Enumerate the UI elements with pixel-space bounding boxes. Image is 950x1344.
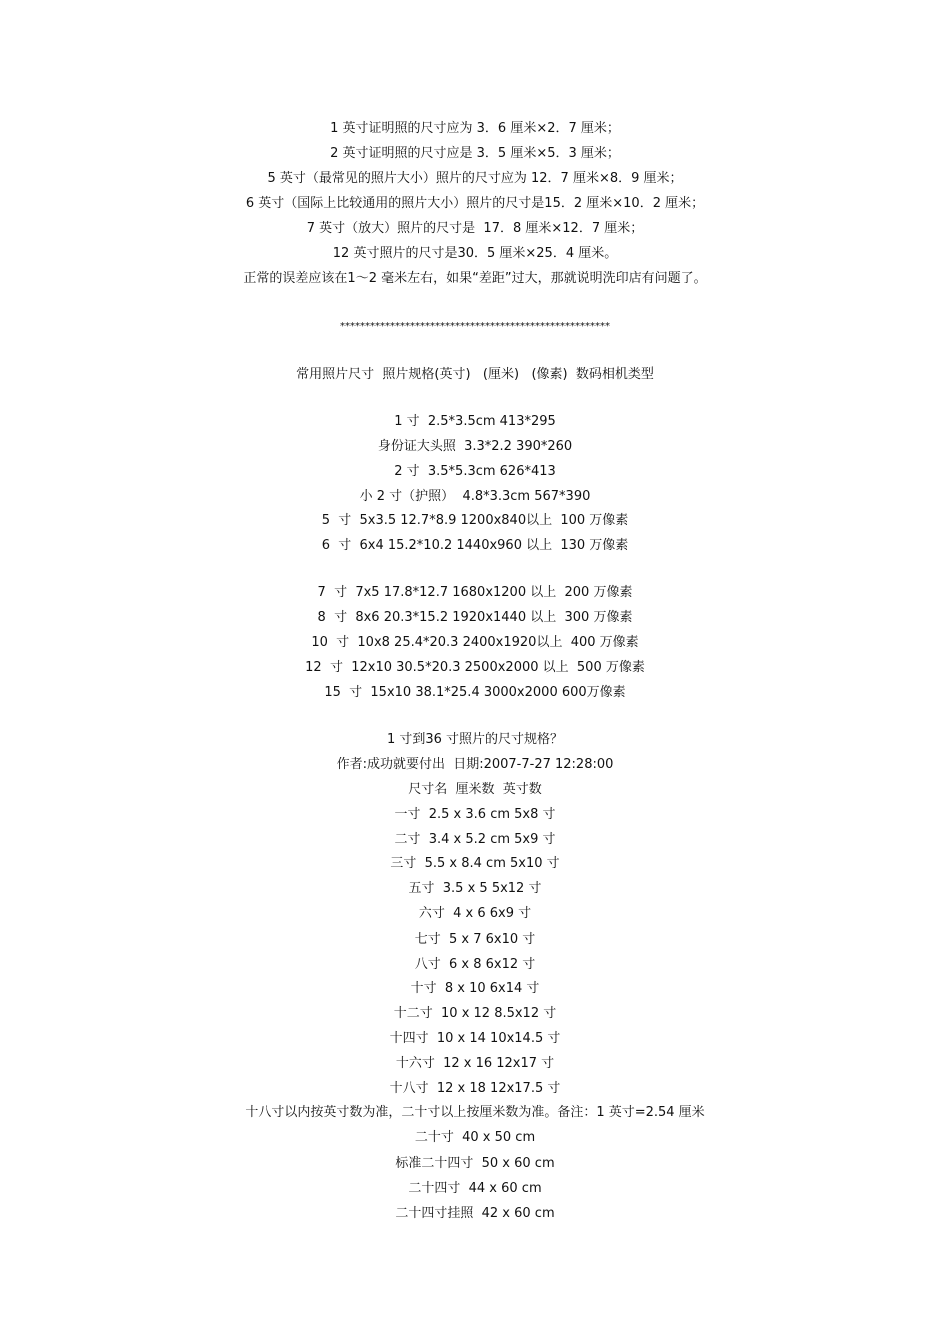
section2-byline: 作者:成功就要付出 日期:2007-7-27 12:28:00: [336, 757, 614, 772]
intro-line: 7 英寸（放大）照片的尺寸是 17．8 厘米×12．7 厘米；: [306, 221, 644, 236]
size-row: 八寸 6 x 8 6x12 寸: [414, 957, 536, 972]
size-row: 二十四寸挂照 42 x 60 cm: [395, 1206, 555, 1221]
table1-header: 常用照片尺寸 照片规格(英寸) (厘米) (像素) 数码相机类型: [296, 367, 654, 382]
table1-row: 小 2 寸（护照） 4.8*3.3cm 567*390: [359, 489, 591, 504]
intro-line: 12 英寸照片的尺寸是30．5 厘米×25．4 厘米。: [332, 246, 618, 261]
size-row: 三寸 5.5 x 8.4 cm 5x10 寸: [390, 856, 560, 871]
size-row: 二寸 3.4 x 5.2 cm 5x9 寸: [394, 832, 556, 847]
size-row: 十八寸 12 x 18 12x17.5 寸: [389, 1081, 561, 1096]
table1-row: 6 寸 6x4 15.2*10.2 1440x960 以上 130 万像素: [321, 538, 629, 553]
size-row: 十四寸 10 x 14 10x14.5 寸: [389, 1031, 561, 1046]
table1-row: 身份证大头照 3.3*2.2 390*260: [377, 439, 573, 454]
size-note: 十八寸以内按英寸数为准，二十寸以上按厘米数为准。备注：1 英寸=2.54 厘米: [245, 1105, 705, 1120]
table1-row: 5 寸 5x3.5 12.7*8.9 1200x840以上 100 万像素: [321, 513, 629, 528]
intro-line: 正常的误差应该在1～2 毫米左右，如果“差距”过大，那就说明洗印店有问题了。: [243, 271, 707, 286]
size-row: 一寸 2.5 x 3.6 cm 5x8 寸: [394, 807, 556, 822]
table1-row: 8 寸 8x6 20.3*15.2 1920x1440 以上 300 万像素: [317, 610, 633, 625]
size-row: 六寸 4 x 6 6x9 寸: [418, 906, 532, 921]
intro-line: 6 英寸（国际上比较通用的照片大小）照片的尺寸是15．2 厘米×10．2 厘米；: [245, 196, 705, 211]
separator: ******************************************************: [340, 321, 610, 332]
size-row: 十二寸 10 x 12 8.5x12 寸: [393, 1006, 557, 1021]
table1-row: 7 寸 7x5 17.8*12.7 1680x1200 以上 200 万像素: [317, 585, 633, 600]
size-row: 标准二十四寸 50 x 60 cm: [395, 1156, 555, 1171]
size-row: 七寸 5 x 7 6x10 寸: [414, 932, 536, 947]
intro-line: 5 英寸（最常见的照片大小）照片的尺寸应为 12．7 厘米×8．9 厘米；: [267, 171, 683, 186]
section2-title: 1 寸到36 寸照片的尺寸规格？: [386, 732, 564, 747]
table1-row: 2 寸 3.5*5.3cm 626*413: [394, 464, 556, 479]
size-row: 五寸 3.5 x 5 5x12 寸: [408, 881, 542, 896]
size-row: 十六寸 12 x 16 12x17 寸: [395, 1056, 555, 1071]
table1-row: 1 寸 2.5*3.5cm 413*295: [394, 414, 556, 429]
intro-line: 2 英寸证明照的尺寸应是 3．5 厘米×5．3 厘米；: [330, 146, 620, 161]
size-row: 十寸 8 x 10 6x14 寸: [410, 981, 540, 996]
section2-header: 尺寸名 厘米数 英寸数: [408, 782, 542, 797]
table1-row: 10 寸 10x8 25.4*20.3 2400x1920以上 400 万像素: [311, 635, 639, 650]
size-row: 二十寸 40 x 50 cm: [414, 1130, 536, 1145]
intro-line: 1 英寸证明照的尺寸应为 3．6 厘米×2．7 厘米；: [330, 121, 620, 136]
table1-row: 15 寸 15x10 38.1*25.4 3000x2000 600万像素: [324, 685, 626, 700]
table1-row: 12 寸 12x10 30.5*20.3 2500x2000 以上 500 万像素: [305, 660, 645, 675]
size-row: 二十四寸 44 x 60 cm: [408, 1181, 542, 1196]
